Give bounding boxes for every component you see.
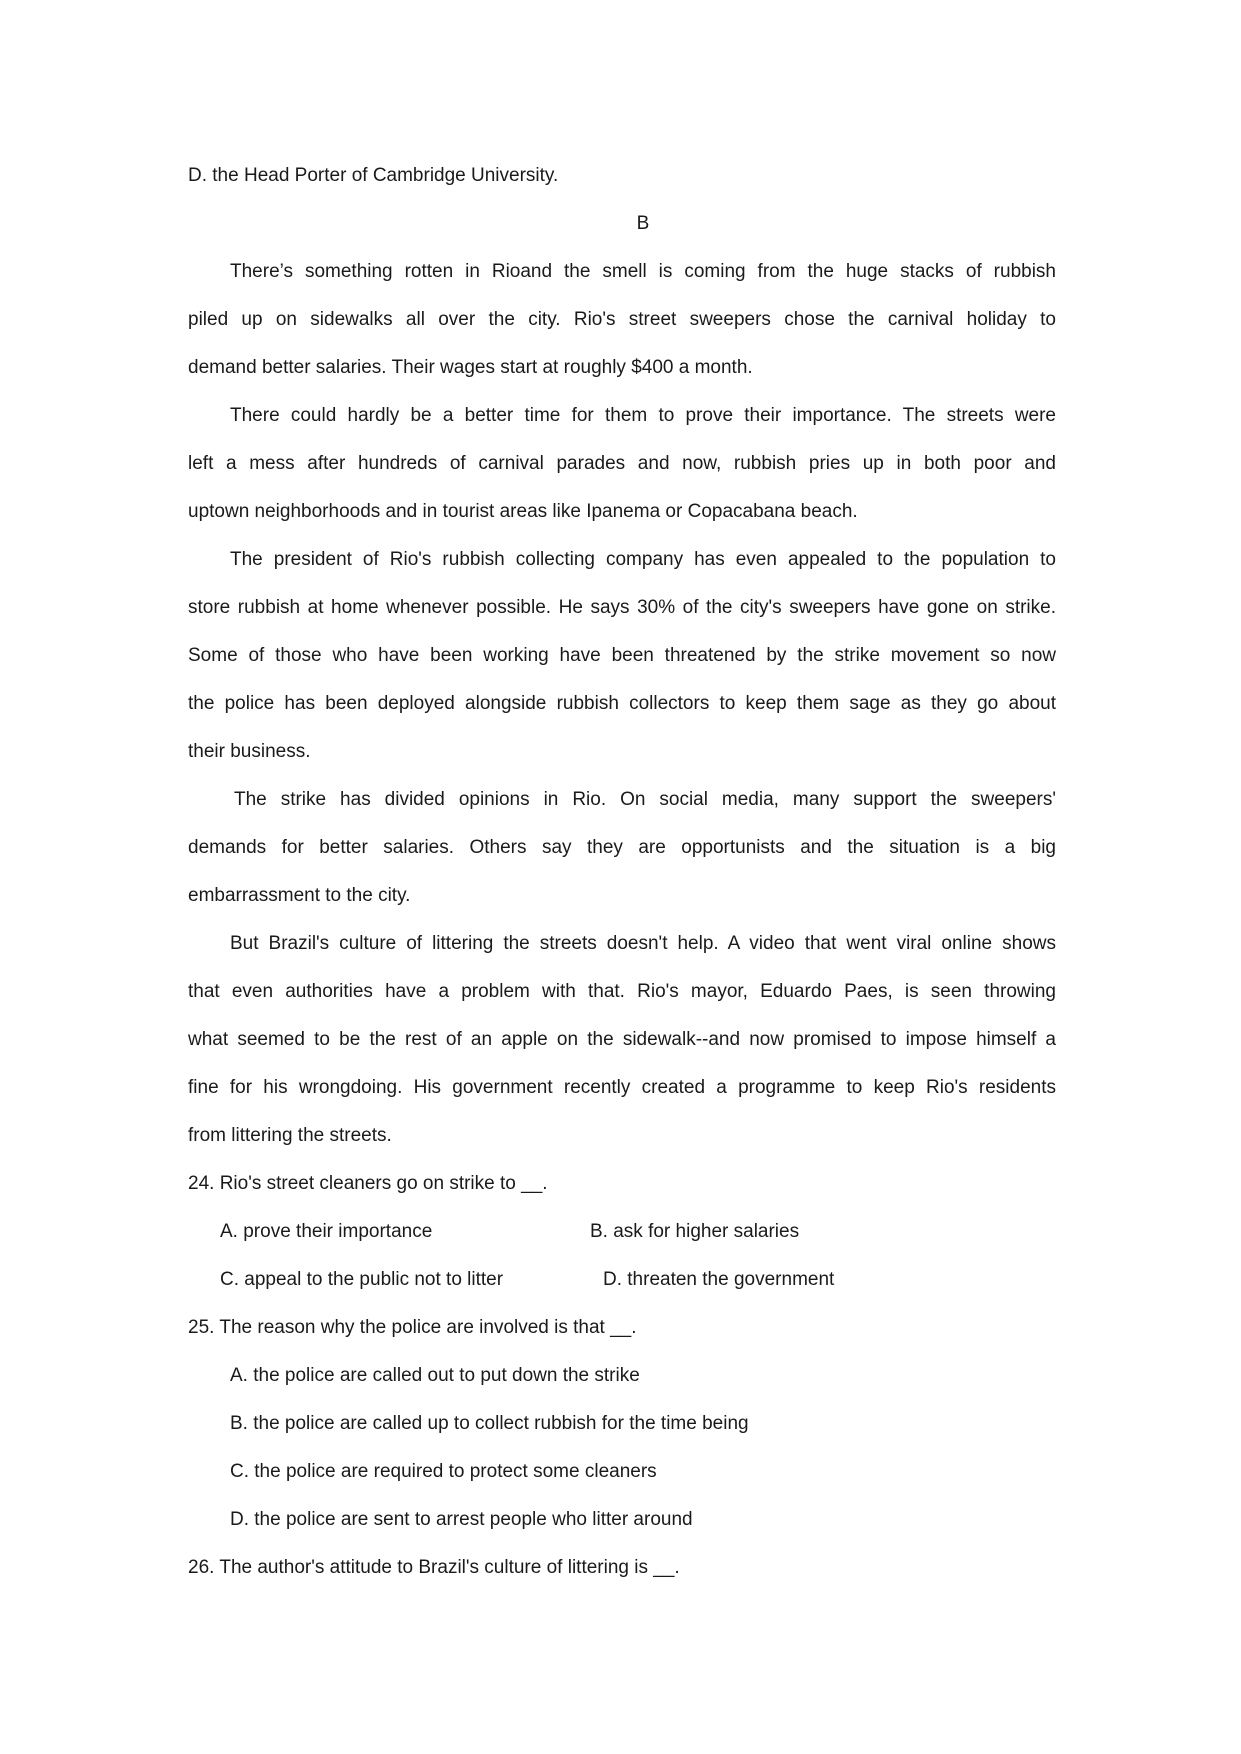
question-25-option-d[interactable]: D. the police are sent to arrest people who litter around <box>230 1509 693 1530</box>
passage-line: The strike has divided opinions in Rio. On social media, many support the sweepers' <box>234 789 1056 810</box>
passage-line: piled up on sidewalks all over the city. Rio's street sweepers chose the carnival holiday to <box>188 309 1056 330</box>
question-24-option-a[interactable]: A. prove their importance <box>220 1221 433 1242</box>
passage-line: fine for his wrongdoing. His government recently created a programme to keep Rio's residents <box>188 1077 1056 1098</box>
passage-line: demands for better salaries. Others say they are opportunists and the situation is a big <box>188 837 1056 858</box>
passage-line: Some of those who have been working have been threatened by the strike movement so now <box>188 645 1056 666</box>
question-24-option-c[interactable]: C. appeal to the public not to litter <box>220 1269 504 1290</box>
passage-line: embarrassment to the city. <box>188 885 411 906</box>
question-24-option-d[interactable]: D. threaten the government <box>603 1269 835 1290</box>
passage-line: There’s something rotten in Rioand the smell is coming from the huge stacks of rubbish <box>230 261 1056 282</box>
passage-line: what seemed to be the rest of an apple on the sidewalk--and now promised to impose himself a <box>188 1029 1056 1050</box>
passage-line: But Brazil's culture of littering the streets doesn't help. A video that went viral online shows <box>230 933 1056 954</box>
passage-line: demand better salaries. Their wages start at roughly $400 a month. <box>188 357 753 378</box>
question-25-stem: 25. The reason why the police are involved is that __. <box>188 1317 637 1338</box>
passage-line: their business. <box>188 741 311 762</box>
question-24-option-b[interactable]: B. ask for higher salaries <box>590 1221 800 1242</box>
passage-line: from littering the streets. <box>188 1125 392 1146</box>
passage-line: uptown neighborhoods and in tourist areas like Ipanema or Copacabana beach. <box>188 501 858 522</box>
passage-line: The president of Rio's rubbish collecting company has even appealed to the population to <box>230 549 1056 570</box>
previous-question-option-d: D. the Head Porter of Cambridge University. <box>188 165 559 186</box>
question-25-option-b[interactable]: B. the police are called up to collect rubbish for the time being <box>230 1413 749 1434</box>
passage-line: that even authorities have a problem with that. Rio's mayor, Eduardo Paes, is seen throwing <box>188 981 1056 1002</box>
question-24-stem: 24. Rio's street cleaners go on strike to __. <box>188 1173 548 1194</box>
question-25-option-a[interactable]: A. the police are called out to put down the strike <box>230 1365 640 1386</box>
section-label: B <box>636 213 650 234</box>
question-26-stem: 26. The author's attitude to Brazil's culture of littering is __. <box>188 1557 680 1578</box>
question-25-option-c[interactable]: C. the police are required to protect some cleaners <box>230 1461 657 1482</box>
passage-line: There could hardly be a better time for them to prove their importance. The streets were <box>230 405 1056 426</box>
passage-line: left a mess after hundreds of carnival parades and now, rubbish pries up in both poor and <box>188 453 1056 474</box>
passage-line: store rubbish at home whenever possible. He says 30% of the city's sweepers have gone on strike. <box>188 597 1056 618</box>
passage-line: the police has been deployed alongside rubbish collectors to keep them sage as they go about <box>188 693 1056 714</box>
